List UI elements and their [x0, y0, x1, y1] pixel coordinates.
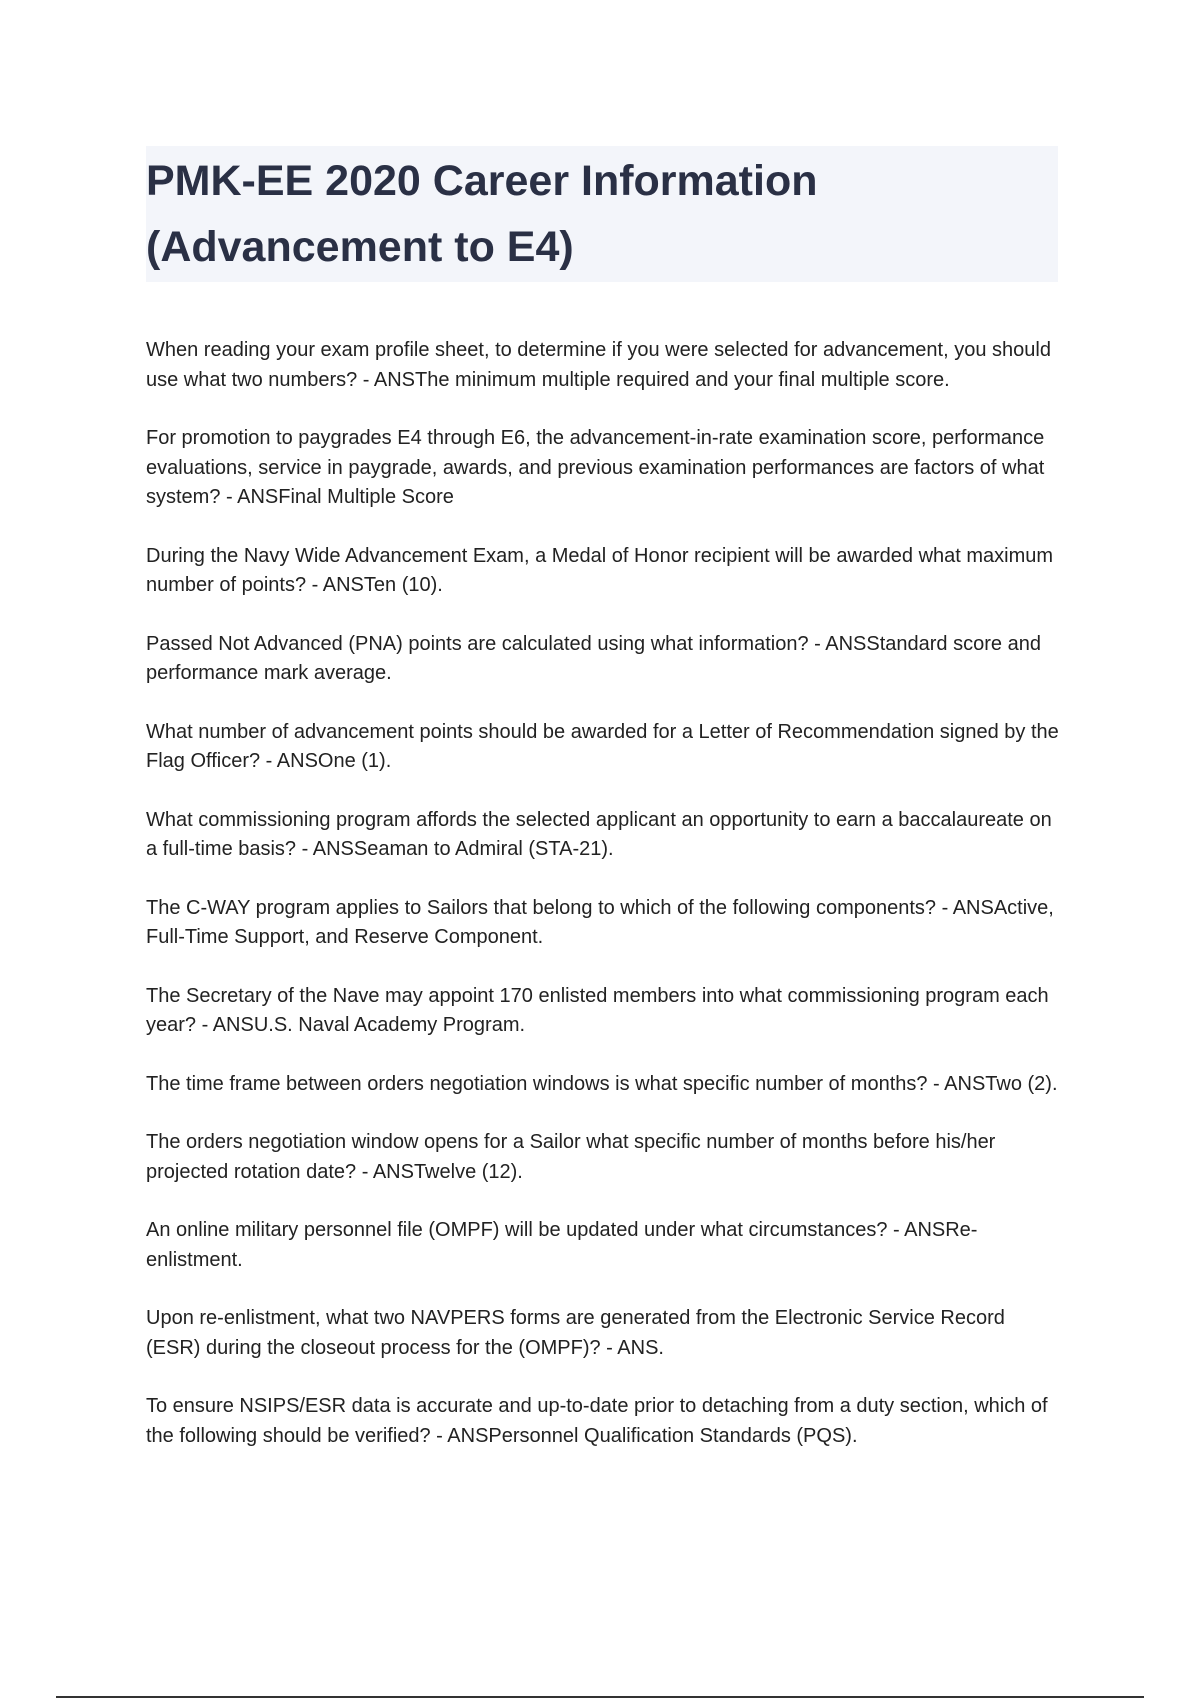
- qa-item: Upon re-enlistment, what two NAVPERS forms are generated from the Electronic Service Record (ESR) during the closeout process for the (OMPF)? - ANS.: [146, 1307, 1005, 1359]
- title-line-1: PMK-EE 2020 Career Information: [146, 157, 818, 205]
- qa-item: When reading your exam profile sheet, to determine if you were selected for advancement, you should use what two numbers? - ANSThe minimum multiple required and your final multiple score.: [146, 339, 1051, 391]
- qa-item: Passed Not Advanced (PNA) points are calculated using what information? - ANSStandard score and performance mark average.: [146, 632, 1041, 684]
- page-bottom-rule: [56, 1696, 1144, 1698]
- qa-item: The orders negotiation window opens for a Sailor what specific number of months before his/her projected rotation date? - ANSTwelve (12).: [146, 1131, 996, 1183]
- qa-item: For promotion to paygrades E4 through E6, the advancement-in-rate examination score, performance evaluations, service in paygrade, awards, and previous examination performances are factors of what system? - ANSFinal Multiple Score: [146, 427, 1045, 508]
- qa-list: [146, 336, 1061, 1480]
- qa-item: During the Navy Wide Advancement Exam, a Medal of Honor recipient will be awarded what maximum number of points? - ANSTen (10).: [146, 544, 1054, 596]
- qa-item: The time frame between orders negotiation windows is what specific number of months? - ANSTwo (2).: [146, 1072, 1058, 1095]
- qa-item: What number of advancement points should be awarded for a Letter of Recommendation signed by the Flag Officer? - ANSOne (1).: [146, 720, 1059, 772]
- title-block: [146, 146, 1058, 282]
- qa-item: An online military personnel file (OMPF) will be updated under what circumstances? - ANSRe-enlistment.: [146, 1219, 978, 1271]
- qa-item: The C-WAY program applies to Sailors that belong to which of the following components? - ANSActive, Full-Time Support, and Reserve Component.: [146, 896, 1054, 948]
- title-line-2: (Advancement to E4): [146, 223, 574, 271]
- qa-item: To ensure NSIPS/ESR data is accurate and up-to-date prior to detaching from a duty section, which of the following should be verified? - ANSPersonnel Qualification Standards (PQS).: [146, 1395, 1048, 1447]
- qa-item: What commissioning program affords the selected applicant an opportunity to earn a baccalaureate on a full-time basis? - ANSSeaman to Admiral (STA-21).: [146, 808, 1052, 860]
- document-title: [146, 148, 1058, 280]
- qa-item: The Secretary of the Nave may appoint 170 enlisted members into what commissioning program each year? - ANSU.S. Naval Academy Program.: [146, 984, 1049, 1036]
